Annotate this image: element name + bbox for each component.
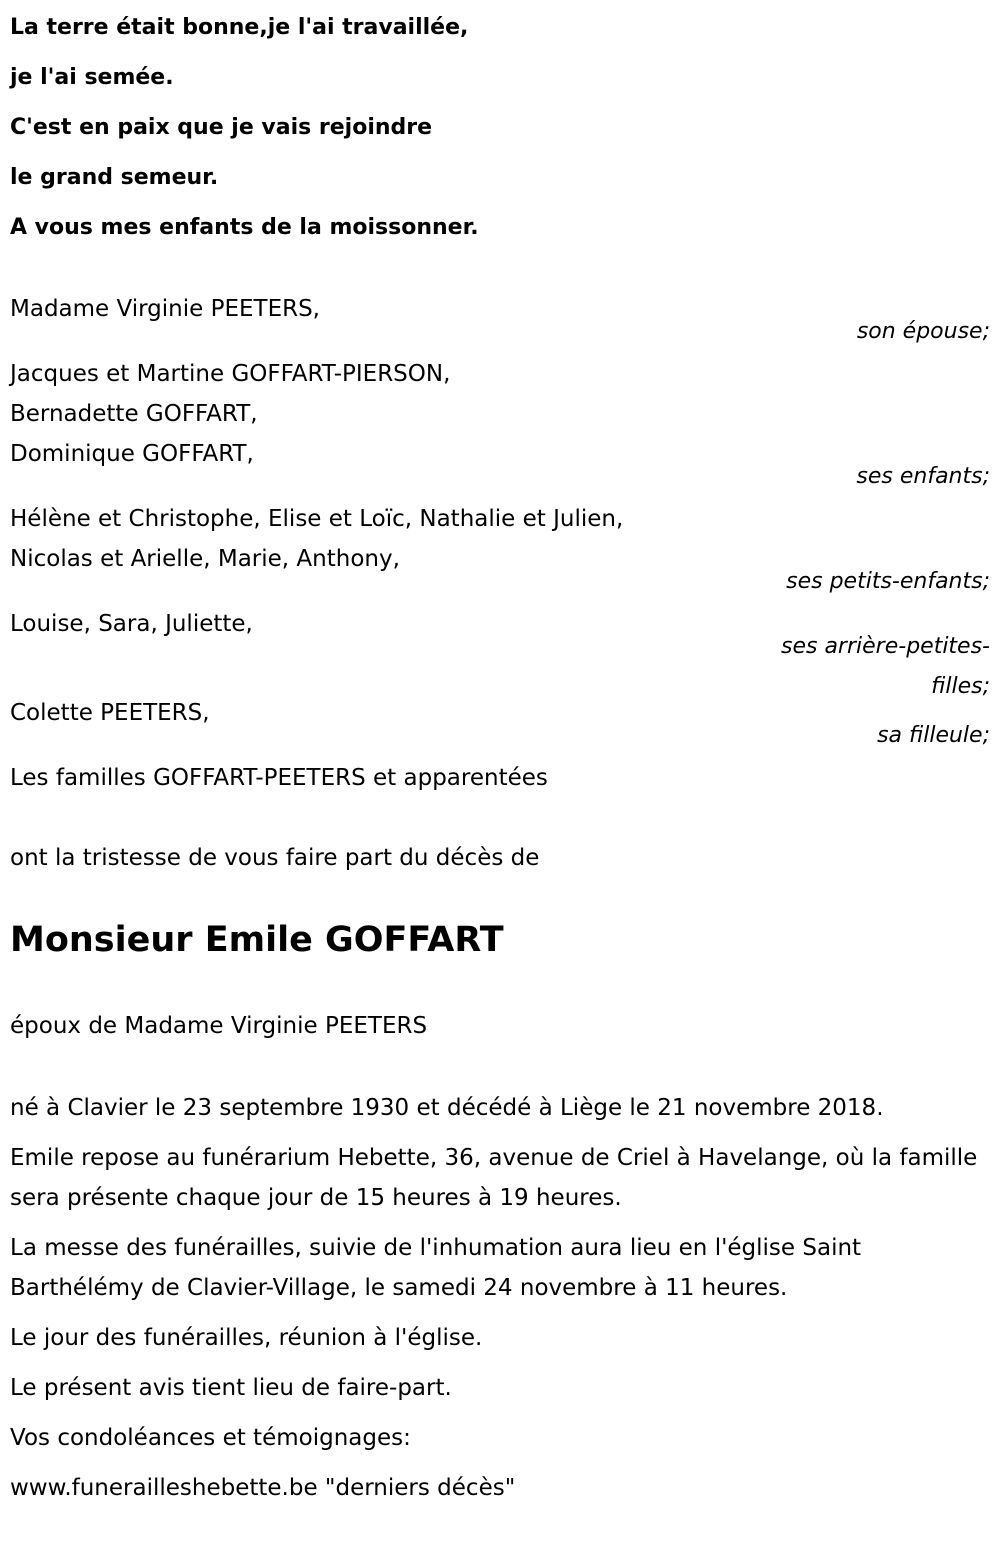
family-name-line: Madame Virginie PEETERS,	[10, 296, 320, 322]
family-group-grandchildren	[10, 499, 990, 602]
family-role: son épouse;	[856, 319, 990, 344]
family-role: sa filleule;	[877, 723, 990, 748]
family-group-children	[10, 354, 990, 497]
poem-line: je l'ai semée.	[10, 65, 174, 90]
obituary-page	[10, 0, 990, 1508]
families-line: Les familles GOFFART-PEETERS et apparentées	[10, 765, 548, 791]
funerarium-info: Emile repose au funérarium Hebette, 36, avenue de Criel à Havelange, où la famille sera présente chaque jour de 15 heures à 19 heures.	[10, 1145, 978, 1211]
family-role: ses petits-enfants;	[786, 569, 990, 594]
family-role: ses enfants;	[856, 464, 990, 489]
family-name-line: Louise, Sara, Juliette,	[10, 611, 253, 637]
poem	[10, 3, 990, 253]
funeral-gathering-info: Le jour des funérailles, réunion à l'église.	[10, 1325, 483, 1351]
announcement: ont la tristesse de vous faire part du décès de	[10, 845, 540, 871]
poem-line: le grand semeur.	[10, 165, 219, 190]
family-name-line: Colette PEETERS,	[10, 700, 210, 726]
family-name-line: Dominique GOFFART,	[10, 441, 254, 467]
condolences-website: www.funerailleshebette.be "derniers décès"	[10, 1475, 516, 1501]
funeral-mass-info: La messe des funérailles, suivie de l'inhumation aura lieu en l'église Saint Barthélémy de Clavier-Village, le samedi 24 novembre à 11 heures.	[10, 1235, 862, 1301]
poem-line: A vous mes enfants de la moissonner.	[10, 215, 479, 240]
family-group-great-grandchildren	[10, 604, 990, 707]
poem-line: La terre était bonne,je l'ai travaillée,	[10, 15, 469, 40]
condolences-label: Vos condoléances et témoignages:	[10, 1425, 411, 1451]
poem-line: C'est en paix que je vais rejoindre	[10, 115, 433, 140]
birth-death-line: né à Clavier le 23 septembre 1930 et décédé à Liège le 21 novembre 2018.	[10, 1095, 884, 1121]
family-name-line: Nicolas et Arielle, Marie, Anthony,	[10, 546, 400, 572]
deceased-name: Monsieur Emile GOFFART	[10, 920, 504, 960]
family-name-line: Hélène et Christophe, Elise et Loïc, Nathalie et Julien,	[10, 506, 624, 532]
family-name-line: Jacques et Martine GOFFART-PIERSON,	[10, 361, 451, 387]
family-group-goddaughter	[10, 693, 990, 756]
family-name-line: Bernadette GOFFART,	[10, 401, 258, 427]
family-role: ses arrière-petites-filles;	[781, 634, 990, 699]
notice-statement: Le présent avis tient lieu de faire-part.	[10, 1375, 452, 1401]
spouse-line: époux de Madame Virginie PEETERS	[10, 1013, 428, 1039]
family-group-spouse	[10, 289, 990, 352]
